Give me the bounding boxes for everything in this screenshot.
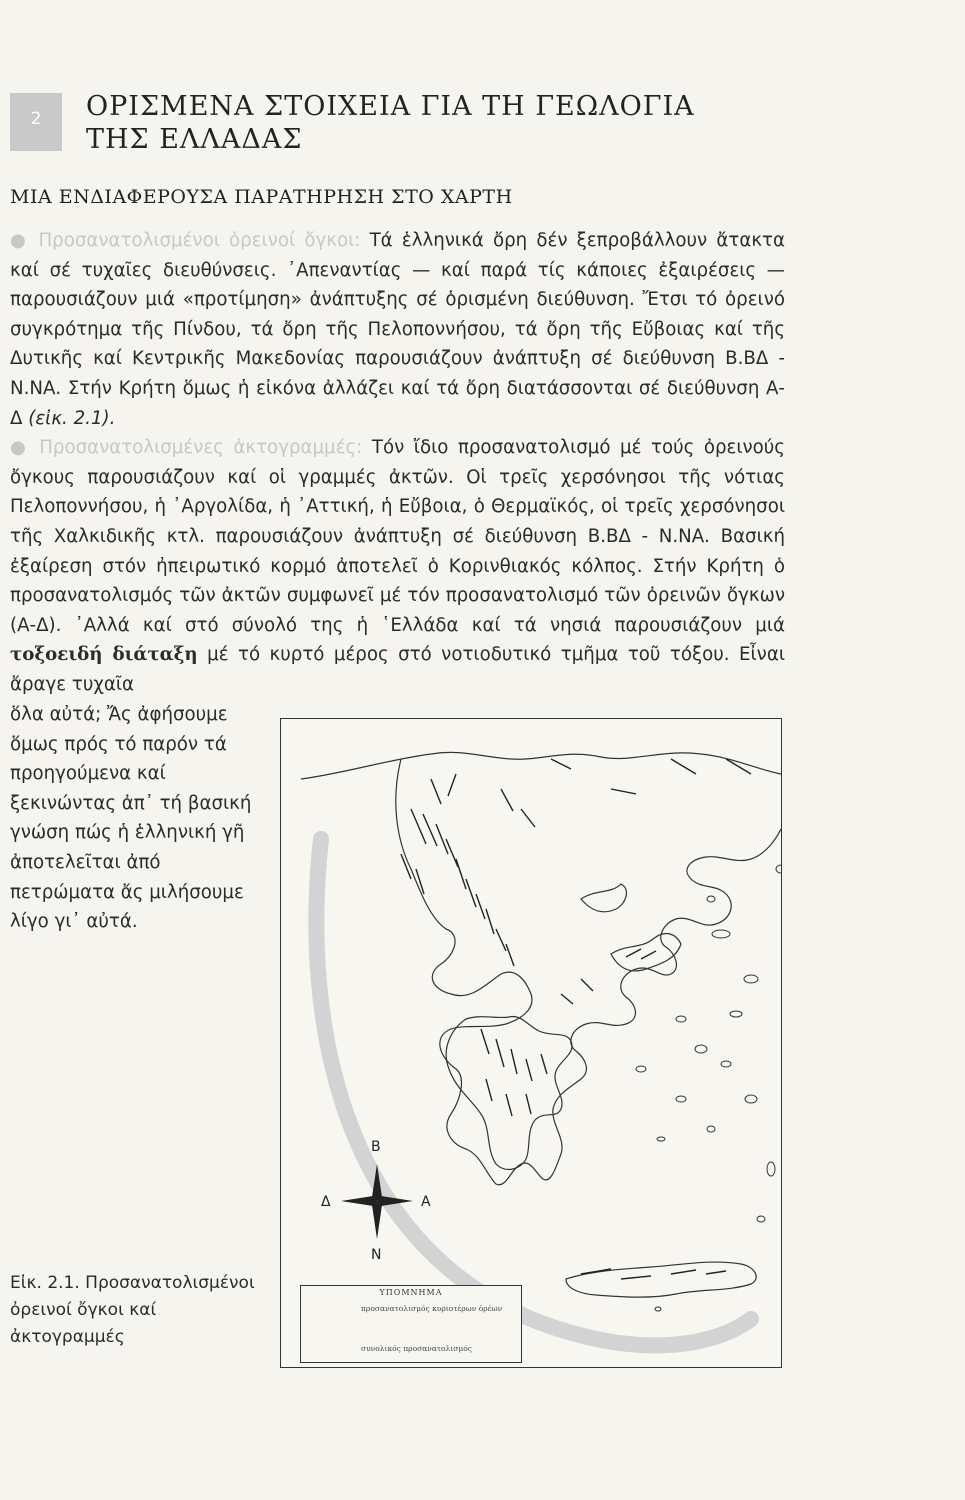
legend-item-overall: συνολικός προσανατολισμός	[361, 1344, 472, 1353]
mountain-mark	[581, 979, 593, 991]
island	[744, 975, 758, 983]
island	[707, 1126, 715, 1132]
mountain-mark	[611, 789, 636, 794]
coastline	[301, 752, 781, 1297]
compass-west-label: Δ	[321, 1194, 331, 1210]
mountain-mark	[506, 944, 514, 966]
island	[767, 1162, 775, 1176]
paragraph-2-lead: ● Προσανατολισμένες ἀκτογραμμές:	[10, 437, 363, 459]
island	[712, 930, 730, 938]
island	[636, 1066, 646, 1072]
mountain-mark	[561, 994, 573, 1004]
compass-east-label: Α	[421, 1194, 431, 1210]
mountain-mark	[621, 1276, 651, 1279]
island	[730, 1011, 742, 1017]
overall-orientation-arc	[316, 839, 751, 1345]
mountain-mark	[521, 809, 535, 827]
paragraph-1-lead: ● Προσανατολισμένοι ὀρεινοί ὄγκοι:	[10, 230, 361, 251]
island	[707, 896, 715, 902]
island	[757, 1216, 765, 1222]
compass-north-label: Β	[371, 1139, 381, 1155]
island	[695, 1045, 707, 1053]
mountain-mark	[448, 774, 456, 796]
mountain-mark	[501, 789, 513, 811]
mountain-mark	[466, 879, 476, 907]
main-text	[10, 226, 785, 700]
mountain-mark	[486, 909, 494, 934]
paragraph-2-emphasis: τοξοειδή διάταξη	[10, 644, 198, 666]
mountain-mark	[581, 1269, 611, 1274]
mountain-mark	[641, 951, 656, 959]
island	[721, 1061, 731, 1067]
northern-border	[301, 752, 781, 779]
figure-caption: Εἰκ. 2.1. Προσανατολισμένοι ὀρεινοί ὄγκοι καί ἀκτογραμμές	[10, 1273, 255, 1347]
side-text: ὅλα αὐτά; Ἄς ἀφήσουμε ὅμως πρός τό παρόν τά προηγούμενα καί ξεκινώντας ἀπ᾿ τή βασική γνώση πώς ἡ ἑλληνική γῆ ἀποτελεῖται ἀπό πετρώματα ἄς μιλήσουμε λίγο γι᾿ αὐτά.	[10, 704, 252, 933]
paragraph-2-body-end: μέ τό κυρτό μέρος στό νοτιοδυτικό τμῆμα τοῦ τόξου. Εἶναι ἄραγε τυχαῖα	[10, 644, 785, 695]
greece-map	[281, 719, 782, 1368]
chapter-title-line-2: ΤΗΣ ΕΛΛΑΔΑΣ	[86, 124, 303, 155]
mountain-mark	[456, 859, 466, 889]
crete	[566, 1262, 756, 1297]
mountain-mark	[671, 759, 696, 774]
mountain-mark	[476, 894, 485, 919]
mountain-mark	[486, 1079, 492, 1101]
mainland-coast	[396, 759, 781, 1185]
mountain-mark	[496, 929, 506, 951]
island	[676, 1016, 686, 1022]
mountain-orientation-marks	[401, 759, 751, 1279]
island	[655, 1307, 661, 1311]
island	[776, 865, 782, 873]
chapter-title-line-1: ΟΡΙΣΜΕΝΑ ΣΤΟΙΧΕΙΑ ΓΙΑ ΤΗ ΓΕΩΛΟΓΙΑ	[86, 91, 695, 122]
legend-item-mountains: προσανατολισμός κυριοτέρων ὀρέων	[361, 1304, 503, 1313]
compass-west-arm	[341, 1196, 377, 1206]
mountain-mark	[526, 1094, 531, 1114]
peloponnese	[446, 1016, 572, 1169]
mountain-mark	[526, 1059, 532, 1081]
compass-south-arm	[372, 1201, 382, 1239]
compass-south-label: Ν	[371, 1247, 382, 1263]
mountain-mark	[481, 1029, 489, 1054]
mountain-mark	[431, 779, 441, 804]
mountain-mark	[626, 949, 641, 957]
legend-title: ΥΠΟΜΝΗΜΑ	[379, 1288, 443, 1297]
mountain-mark	[726, 759, 751, 774]
mountain-mark	[506, 1094, 512, 1116]
mountain-mark	[541, 1054, 547, 1074]
chalkidiki	[581, 884, 626, 912]
islands	[636, 865, 782, 1311]
island	[745, 1095, 757, 1103]
chapter-number-badge	[10, 93, 62, 151]
mountain-mark	[551, 759, 571, 769]
map-legend	[300, 1285, 522, 1363]
mountain-mark	[671, 1270, 696, 1274]
chapter-number: 2	[30, 109, 42, 129]
chapter-title	[86, 90, 786, 156]
paragraph-1-body: Τά ἑλληνικά ὄρη δέν ξεπροβάλλουν ἄτακτα καί σέ τυχαῖες διευθύνσεις. ᾿Απεναντίας — καί παρά τίς κάποιες ἐξαιρέσεις — παρουσιάζουν μιά «προτίμηση» ἀνάπτυξης σέ ὁρισμένη διεύθυνση. Ἔτσι τό ὀρεινό συγκρότημα τῆς Πίνδου, τά ὄρη τῆς Πελοποννήσου, τά ὄρη τῆς Εὔβοιας καί τῆς Δυτικῆς καί Κεντρικῆς Μακεδονίας παρουσιάζουν ἀνάπτυξη σέ διεύθυνση Β.ΒΔ - Ν.ΝΑ. Στήν Κρήτη ὅμως ἡ εἰκόνα ἀλλάζει καί τά ὄρη διατάσσονται σέ διεύθυνση Α-Δ	[10, 230, 785, 429]
greece-map-figure	[280, 718, 782, 1368]
section-title: ΜΙΑ ΕΝΔΙΑΦΕΡΟΥΣΑ ΠΑΡΑΤΗΡΗΣΗ ΣΤΟ ΧΑΡΤΗ	[10, 186, 513, 208]
mountain-mark	[496, 1039, 504, 1067]
mountain-mark	[511, 1049, 517, 1074]
euboea	[611, 934, 681, 971]
mountain-mark	[706, 1271, 726, 1274]
island	[657, 1137, 665, 1141]
figure-reference: (εἰκ. 2.1).	[28, 407, 116, 429]
paragraph-2-body: Τόν ἴδιο προσανατολισμό μέ τούς ὀρεινούς ὄγκους παρουσιάζουν καί οἱ γραμμές ἀκτῶν. Οἱ τρεῖς χερσόνησοι τῆς νότιας Πελοποννήσου, ἡ ᾿Αργολίδα, ἡ ᾿Αττική, ἡ Εὔβοια, ὁ Θερμαϊκός, οἱ τρεῖς χερσόνησοι τῆς Χαλκιδικῆς κτλ. παρουσιάζουν ἀνάπτυξη σέ διεύθυνση Β.ΒΔ - Ν.ΝΑ. Βασική ἐξαίρεση στόν ἠπειρωτικό κορμό ἀποτελεῖ ὁ Κορινθιακός κόλπος. Στήν Κρήτη ὁ προσανατολισμός τῶν ἀκτῶν συμφωνεῖ μέ τόν προσανατολισμό τῶν ὀρεινῶν ὄγκων (Α-Δ). ᾿Αλλά καί στό σύνολό της ἡ ῾Ελλάδα καί τά νησιά παρουσιάζουν μιά	[10, 437, 785, 636]
island	[676, 1096, 686, 1102]
